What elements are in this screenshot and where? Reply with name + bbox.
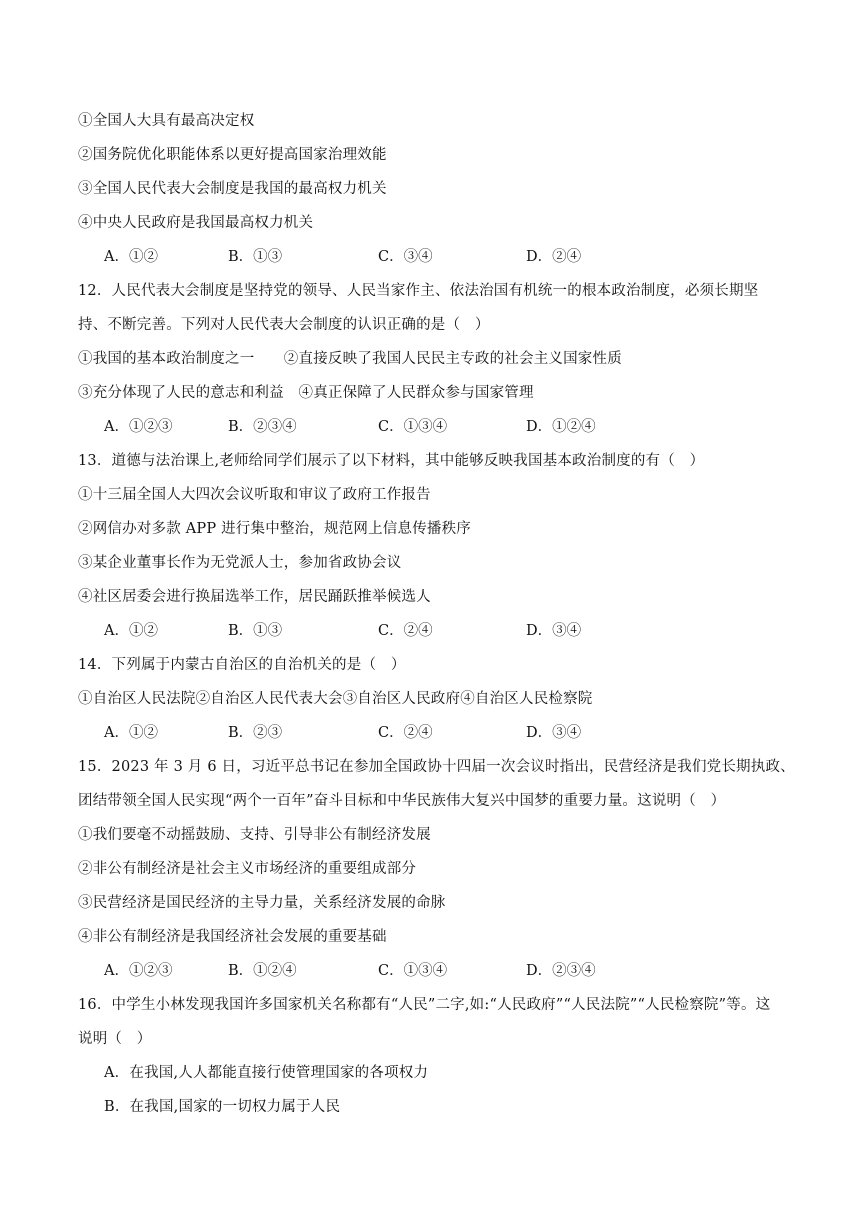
option-a: A．①② bbox=[104, 623, 158, 639]
option-d: D．③④ bbox=[526, 623, 582, 639]
q14-stem: 14．下列属于内蒙古自治区的自治机关的是（ ） bbox=[78, 657, 406, 673]
option-a: A．①② bbox=[104, 249, 158, 265]
option-c: C．③④ bbox=[378, 249, 433, 265]
q16-stem-line1: 16．中学生小林发现我国许多国家机关名称都有“人民”二字,如:“人民政府”“人民法院”“人民检察院”等。这 bbox=[78, 997, 771, 1013]
q15-item-1: ①我们要毫不动摇鼓励、支持、引导非公有制经济发展 bbox=[78, 827, 431, 843]
option-b: B．①③ bbox=[228, 623, 283, 639]
q13-item-2: ②网信办对多款 APP 进行集中整治，规范网上信息传播秩序 bbox=[78, 521, 472, 537]
option-d: D．②④ bbox=[526, 249, 582, 265]
option-b: B．①③ bbox=[228, 249, 283, 265]
q12-options bbox=[104, 416, 804, 438]
option-c: C．②④ bbox=[378, 725, 433, 741]
option-d: D．③④ bbox=[526, 725, 582, 741]
q15-stem-line2: 团结带领全国人民实现“两个一百年”奋斗目标和中华民族伟大复兴中国梦的重要力量。这说明（ ） bbox=[78, 793, 726, 809]
statement-1: ①全国人大具有最高决定权 bbox=[78, 113, 255, 129]
option-b: B．②③④ bbox=[228, 419, 297, 435]
q12-items-line2: ③充分体现了人民的意志和利益 ④真正保障了人民群众参与国家管理 bbox=[78, 385, 534, 401]
option-c: C．①③④ bbox=[378, 419, 448, 435]
option-a: A．①②③ bbox=[104, 419, 173, 435]
q12-stem-line2: 持、不断完善。下列对人民代表大会制度的认识正确的是（ ） bbox=[78, 317, 490, 333]
q12-items-line1: ①我国的基本政治制度之一 ②直接反映了我国人民民主专政的社会主义国家性质 bbox=[78, 351, 622, 367]
option-c: C．②④ bbox=[378, 623, 433, 639]
q16-stem-line2: 说明（ ） bbox=[78, 1031, 152, 1047]
option-c: C．①③④ bbox=[378, 963, 448, 979]
option-a: A．①② bbox=[104, 725, 158, 741]
q15-item-4: ④非公有制经济是我国经济社会发展的重要基础 bbox=[78, 929, 387, 945]
q12-stem-line1: 12．人民代表大会制度是坚持党的领导、人民当家作主、依法治国有机统一的根本政治制度，必须长期坚 bbox=[78, 283, 759, 299]
q13-options bbox=[104, 620, 804, 642]
q14-items: ①自治区人民法院②自治区人民代表大会③自治区人民政府④自治区人民检察院 bbox=[78, 691, 593, 707]
option-d: D．②③④ bbox=[526, 963, 596, 979]
statement-2: ②国务院优化职能体系以更好提高国家治理效能 bbox=[78, 147, 387, 163]
option-b: B．①②④ bbox=[228, 963, 297, 979]
answer-options bbox=[104, 246, 804, 268]
option-b: B．②③ bbox=[228, 725, 283, 741]
statement-3: ③全国人民代表大会制度是我国的最高权力机关 bbox=[78, 181, 387, 197]
q15-stem-line1: 15．2023 年 3 月 6 日，习近平总书记在参加全国政协十四届一次会议时指出，民营经济是我们党长期执政、 bbox=[78, 759, 795, 775]
q13-item-4: ④社区居委会进行换届选举工作，居民踊跃推举候选人 bbox=[78, 589, 431, 605]
q14-options bbox=[104, 722, 804, 744]
q13-stem: 13．道德与法治课上,老师给同学们展示了以下材料，其中能够反映我国基本政治制度的有（ ） bbox=[78, 453, 705, 469]
q13-item-3: ③某企业董事长作为无党派人士，参加省政协会议 bbox=[78, 555, 402, 571]
option-d: D．①②④ bbox=[526, 419, 596, 435]
q16-option-a: A．在我国,人人都能直接行使管理国家的各项权力 bbox=[104, 1065, 429, 1081]
q16-option-b: B．在我国,国家的一切权力属于人民 bbox=[104, 1099, 341, 1115]
statement-4: ④中央人民政府是我国最高权力机关 bbox=[78, 215, 314, 231]
option-a: A．①②③ bbox=[104, 963, 173, 979]
q15-options bbox=[104, 960, 804, 982]
q13-item-1: ①十三届全国人大四次会议听取和审议了政府工作报告 bbox=[78, 487, 431, 503]
q15-item-3: ③民营经济是国民经济的主导力量，关系经济发展的命脉 bbox=[78, 895, 446, 911]
q15-item-2: ②非公有制经济是社会主义市场经济的重要组成部分 bbox=[78, 861, 417, 877]
